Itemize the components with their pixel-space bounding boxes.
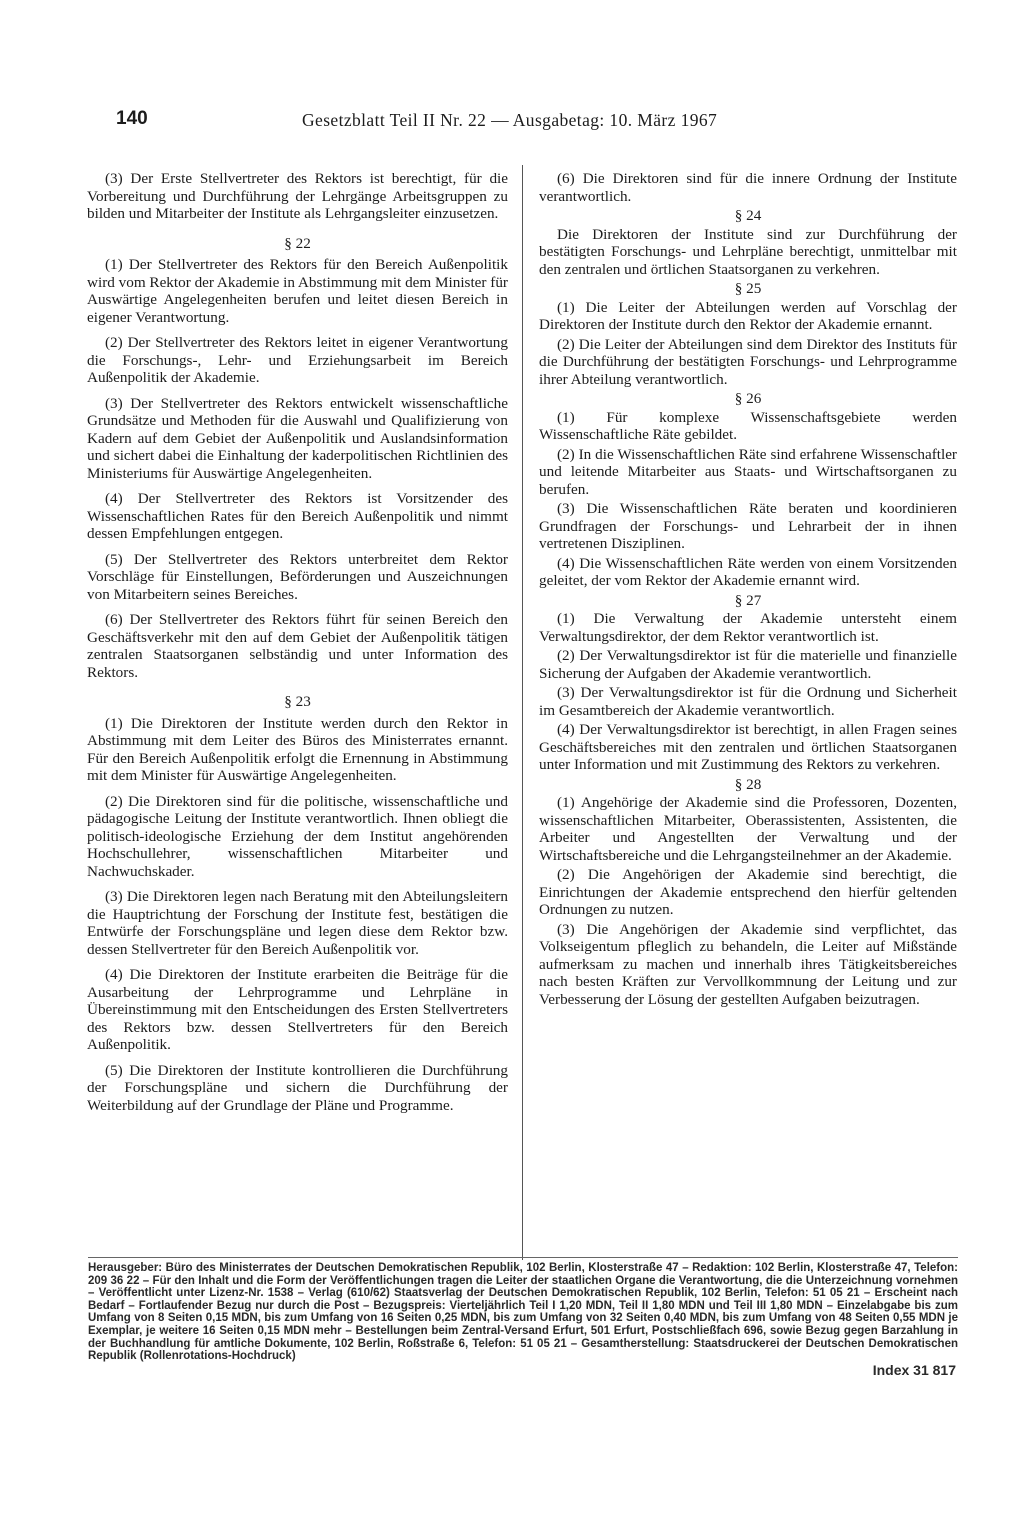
left-column xyxy=(87,170,508,1122)
paragraph: (1) Die Direktoren der Institute werden durch den Rektor in Abstimmung mit dem Leiter des Büros des Ministerrates ernannt. Für den Bereich Außenpolitik erfolgt die Ernennung in Abstimmung mit dem Minister für Auswärtige Angelegenheiten. xyxy=(87,714,508,784)
index-number: Index 31 817 xyxy=(872,1361,956,1378)
paragraph: (2) Der Verwaltungsdirektor ist für die materielle und finanzielle Sicherung der Aufgaben der Akademie verantwortlich. xyxy=(539,647,957,682)
paragraph: (5) Der Stellvertreter des Rektors unterbreitet dem Rektor Vorschläge für Einstellungen, Beförderungen und Auszeichnungen von Mitarbeitern seines Bereiches. xyxy=(87,550,508,603)
running-title: Gesetzblatt Teil II Nr. 22 — Ausgabetag: 10. März 1967 xyxy=(302,110,718,130)
paragraph: (2) Die Leiter der Abteilungen sind dem Direktor des Instituts für die Durchführung der bestätigten Forschungs- und Lehrprogramme ihrer Abteilung verantwortlich. xyxy=(539,335,957,388)
section-heading: § 28 xyxy=(734,775,762,793)
paragraph: (1) Die Leiter der Abteilungen werden auf Vorschlag der Direktoren der Institute durch den Rektor der Akademie ernannt. xyxy=(539,298,957,333)
paragraph: (5) Die Direktoren der Institute kontrollieren die Durchführung der Forschungspläne und sichern die Durchführung der Weiterbildung auf der Grundlage der Pläne und Programme. xyxy=(87,1061,508,1114)
page-header xyxy=(116,106,946,140)
section-heading: § 27 xyxy=(734,591,762,609)
paragraph: (2) Die Direktoren sind für die politische, wissenschaftliche und pädagogische Leitung der Institute verantwortlich. Ihnen obliegt die politisch-ideologische Erziehung der dem Institut angehörenden Hochschullehrer, wissenschaftlichen Mitarbeiter und Nachwuchskader. xyxy=(87,792,508,880)
paragraph: (2) Der Stellvertreter des Rektors leitet in eigener Verantwortung die Forschungs-, Lehr- und Erziehungsarbeit im Bereich Außenpolitik der Akademie. xyxy=(87,334,508,386)
paragraph: Die Direktoren der Institute sind zur Durchführung der bestätigten Forschungs- und Lehrpläne berechtigt, unmittelbar mit den zentralen und örtlichen Staatsorganen zu verkehren. xyxy=(539,225,957,278)
section-heading: § 26 xyxy=(734,390,762,407)
paragraph: (3) Der Verwaltungsdirektor ist für die Ordnung und Sicherheit im Gesamtbereich der Akademie verantwortlich. xyxy=(539,684,957,719)
paragraph: (3) Die Direktoren legen nach Beratung mit den Abteilungsleitern die Hauptrichtung der Forschung der Institute fest, bestätigen die Entwürfe der Forschungspläne und legen diese dem Rektor bzw. dessen Stellvertreter für den Bereich Außenpolitik vor. xyxy=(87,888,508,958)
paragraph: (6) Der Stellvertreter des Rektors führt für seinen Bereich den Geschäftsverkehr mit den auf dem Gebiet der Außenpolitik tätigen zentralen Staatsorganen selbständig und unter Information des Rektors. xyxy=(87,611,508,681)
section-heading: § 23 xyxy=(284,693,311,710)
section-heading: § 24 xyxy=(734,207,762,224)
paragraph: (1) Für komplexe Wissenschaftsgebiete werden Wissenschaftliche Räte gebildet. xyxy=(539,408,957,443)
paragraph: (1) Der Stellvertreter des Rektors für den Bereich Außenpolitik wird vom Rektor der Akademie in Abstimmung mit dem Minister für Auswärtige Angelegenheiten berufen und leitet diesen Bereich in eigener Verantwortung. xyxy=(87,256,508,326)
paragraph: (4) Der Stellvertreter des Rektors ist Vorsitzender des Wissenschaftlichen Rates für den Bereich Außenpolitik und nimmt dessen Empfehlungen entgegen. xyxy=(87,490,508,542)
paragraph: (4) Die Wissenschaftlichen Räte werden von einem Vorsitzenden geleitet, der vom Rektor der Akademie ernannt wird. xyxy=(539,554,957,589)
column-divider xyxy=(522,165,523,1260)
section-heading: § 25 xyxy=(734,280,762,297)
paragraph: (3) Der Erste Stellvertreter des Rektors ist berechtigt, für die Vorbereitung und Durchführung der Lehrgänge Arbeitsgruppen zu bilden und Mitarbeiter der Institute als Lehrgangsleiter einzusetzen. xyxy=(87,170,508,222)
imprint-text: Herausgeber: Büro des Ministerrates der Deutschen Demokratischen Republik, 102 Berlin, Klosterstraße 47 – Redaktion: 102 Berlin, Klosterstraße 47, Telefon: 209 36 22 – Für den Inhalt und die Form der Veröffentlichungen tragen die Leiter der staatlichen Organe die Verantwortung, die die Unterzeichnung vornehmen – Veröffentlicht unter Lizenz-Nr. 1538 – Verlag (610/62) Staatsverlag der Deutschen Demokratischen Republik, 102 Berlin, Telefon: 51 05 21 – Erscheint nach Bedarf – Fortlaufender Bezug nur durch die Post – Bezugspreis: Vierteljährlich Teil I 1,20 MDN, Teil II 1,80 MDN und Teil III 1,80 MDN – Einzelabgabe bis zum Umfang von 8 Seiten 0,15 MDN, bis zum Umfang von 16 Seiten 0,25 MDN, bis zum Umfang von 32 Seiten 0,40 MDN, bis zum Umfang von 48 Seiten 0,55 MDN je Exemplar, je weitere 16 Seiten 0,15 MDN mehr – Bestellungen beim Zentral-Versand Erfurt, 501 Erfurt, Postschließfach 696, sowie Bezug gegen Barzahlung in der Buchhandlung für amtliche Dokumente, 102 Berlin, Roßstraße 6, Telefon: 51 05 21 – Gesamtherstellung: Staatsdruckerei der Deutschen Demokratischen Republik (Rollenrotations-Hochdruck) xyxy=(88,1262,958,1363)
paragraph: (1) Die Verwaltung der Akademie untersteht einem Verwaltungsdirektor, der dem Rektor verantwortlich ist. xyxy=(539,610,957,645)
page-number: 140 xyxy=(116,108,148,129)
footer-divider xyxy=(88,1257,958,1258)
paragraph: (6) Die Direktoren sind für die innere Ordnung der Institute verantwortlich. xyxy=(539,170,957,205)
paragraph: (4) Der Verwaltungsdirektor ist berechtigt, in allen Fragen seines Geschäftsbereiches mit den zentralen und örtlichen Staatsorganen unter Information und mit Zustimmung des Rektors zu verkehren. xyxy=(539,721,957,773)
paragraph: (2) In die Wissenschaftlichen Räte sind erfahrene Wissenschaftler und leitende Mitarbeiter aus Staats- und Wirtschaftsorganen zu berufen. xyxy=(539,445,957,498)
imprint-footer xyxy=(88,1262,958,1376)
paragraph: (1) Angehörige der Akademie sind die Professoren, Dozenten, wissenschaftlichen Mitarbeiter, Oberassistenten, Assistenten, die Arbeiter und Angestellten der Verwaltung und der Wirtschaftsbereiche und die Lehrgangsteilnehmer an der Akademie. xyxy=(539,794,957,864)
section-heading: § 22 xyxy=(284,234,311,252)
paragraph: (3) Die Wissenschaftlichen Räte beraten und koordinieren Grundfragen der Forschungs- und Lehrarbeit der in ihnen vertretenen Disziplinen. xyxy=(539,500,957,552)
paragraph: (4) Die Direktoren der Institute erarbeiten die Beiträge für die Ausarbeitung der Lehrprogramme und Lehrpläne in Übereinstimmung mit den Entscheidungen des Ersten Stellvertreters des Rektors bzw. dessen Stellvertreters für den Bereich Außenpolitik. xyxy=(87,966,508,1053)
paragraph: (3) Der Stellvertreter des Rektors entwickelt wissenschaftliche Grundsätze und Methoden für die Auswahl und Qualifizierung von Kadern auf dem Gebiet der Außenpolitik und Auslandsinformation und sichert dabei die Einhaltung der kaderpolitischen Richtlinien des Ministeriums für Auswärtige Angelegenheiten. xyxy=(87,394,508,482)
paragraph: (3) Die Angehörigen der Akademie sind verpflichtet, das Volkseigentum pfleglich zu behandeln, die Leiter auf Mißstände aufmerksam zu machen und innerhalb ihres Tätigkeitsbereiches nach besten Kräften zur Vervollkommnung der Leitung und zur Verbesserung der Lösung der gestellten Aufgaben beizutragen. xyxy=(539,920,957,1008)
right-column xyxy=(539,170,957,1010)
paragraph: (2) Die Angehörigen der Akademie sind berechtigt, die Einrichtungen der Akademie entsprechend den hierfür geltenden Ordnungen zu nutzen. xyxy=(539,866,957,918)
